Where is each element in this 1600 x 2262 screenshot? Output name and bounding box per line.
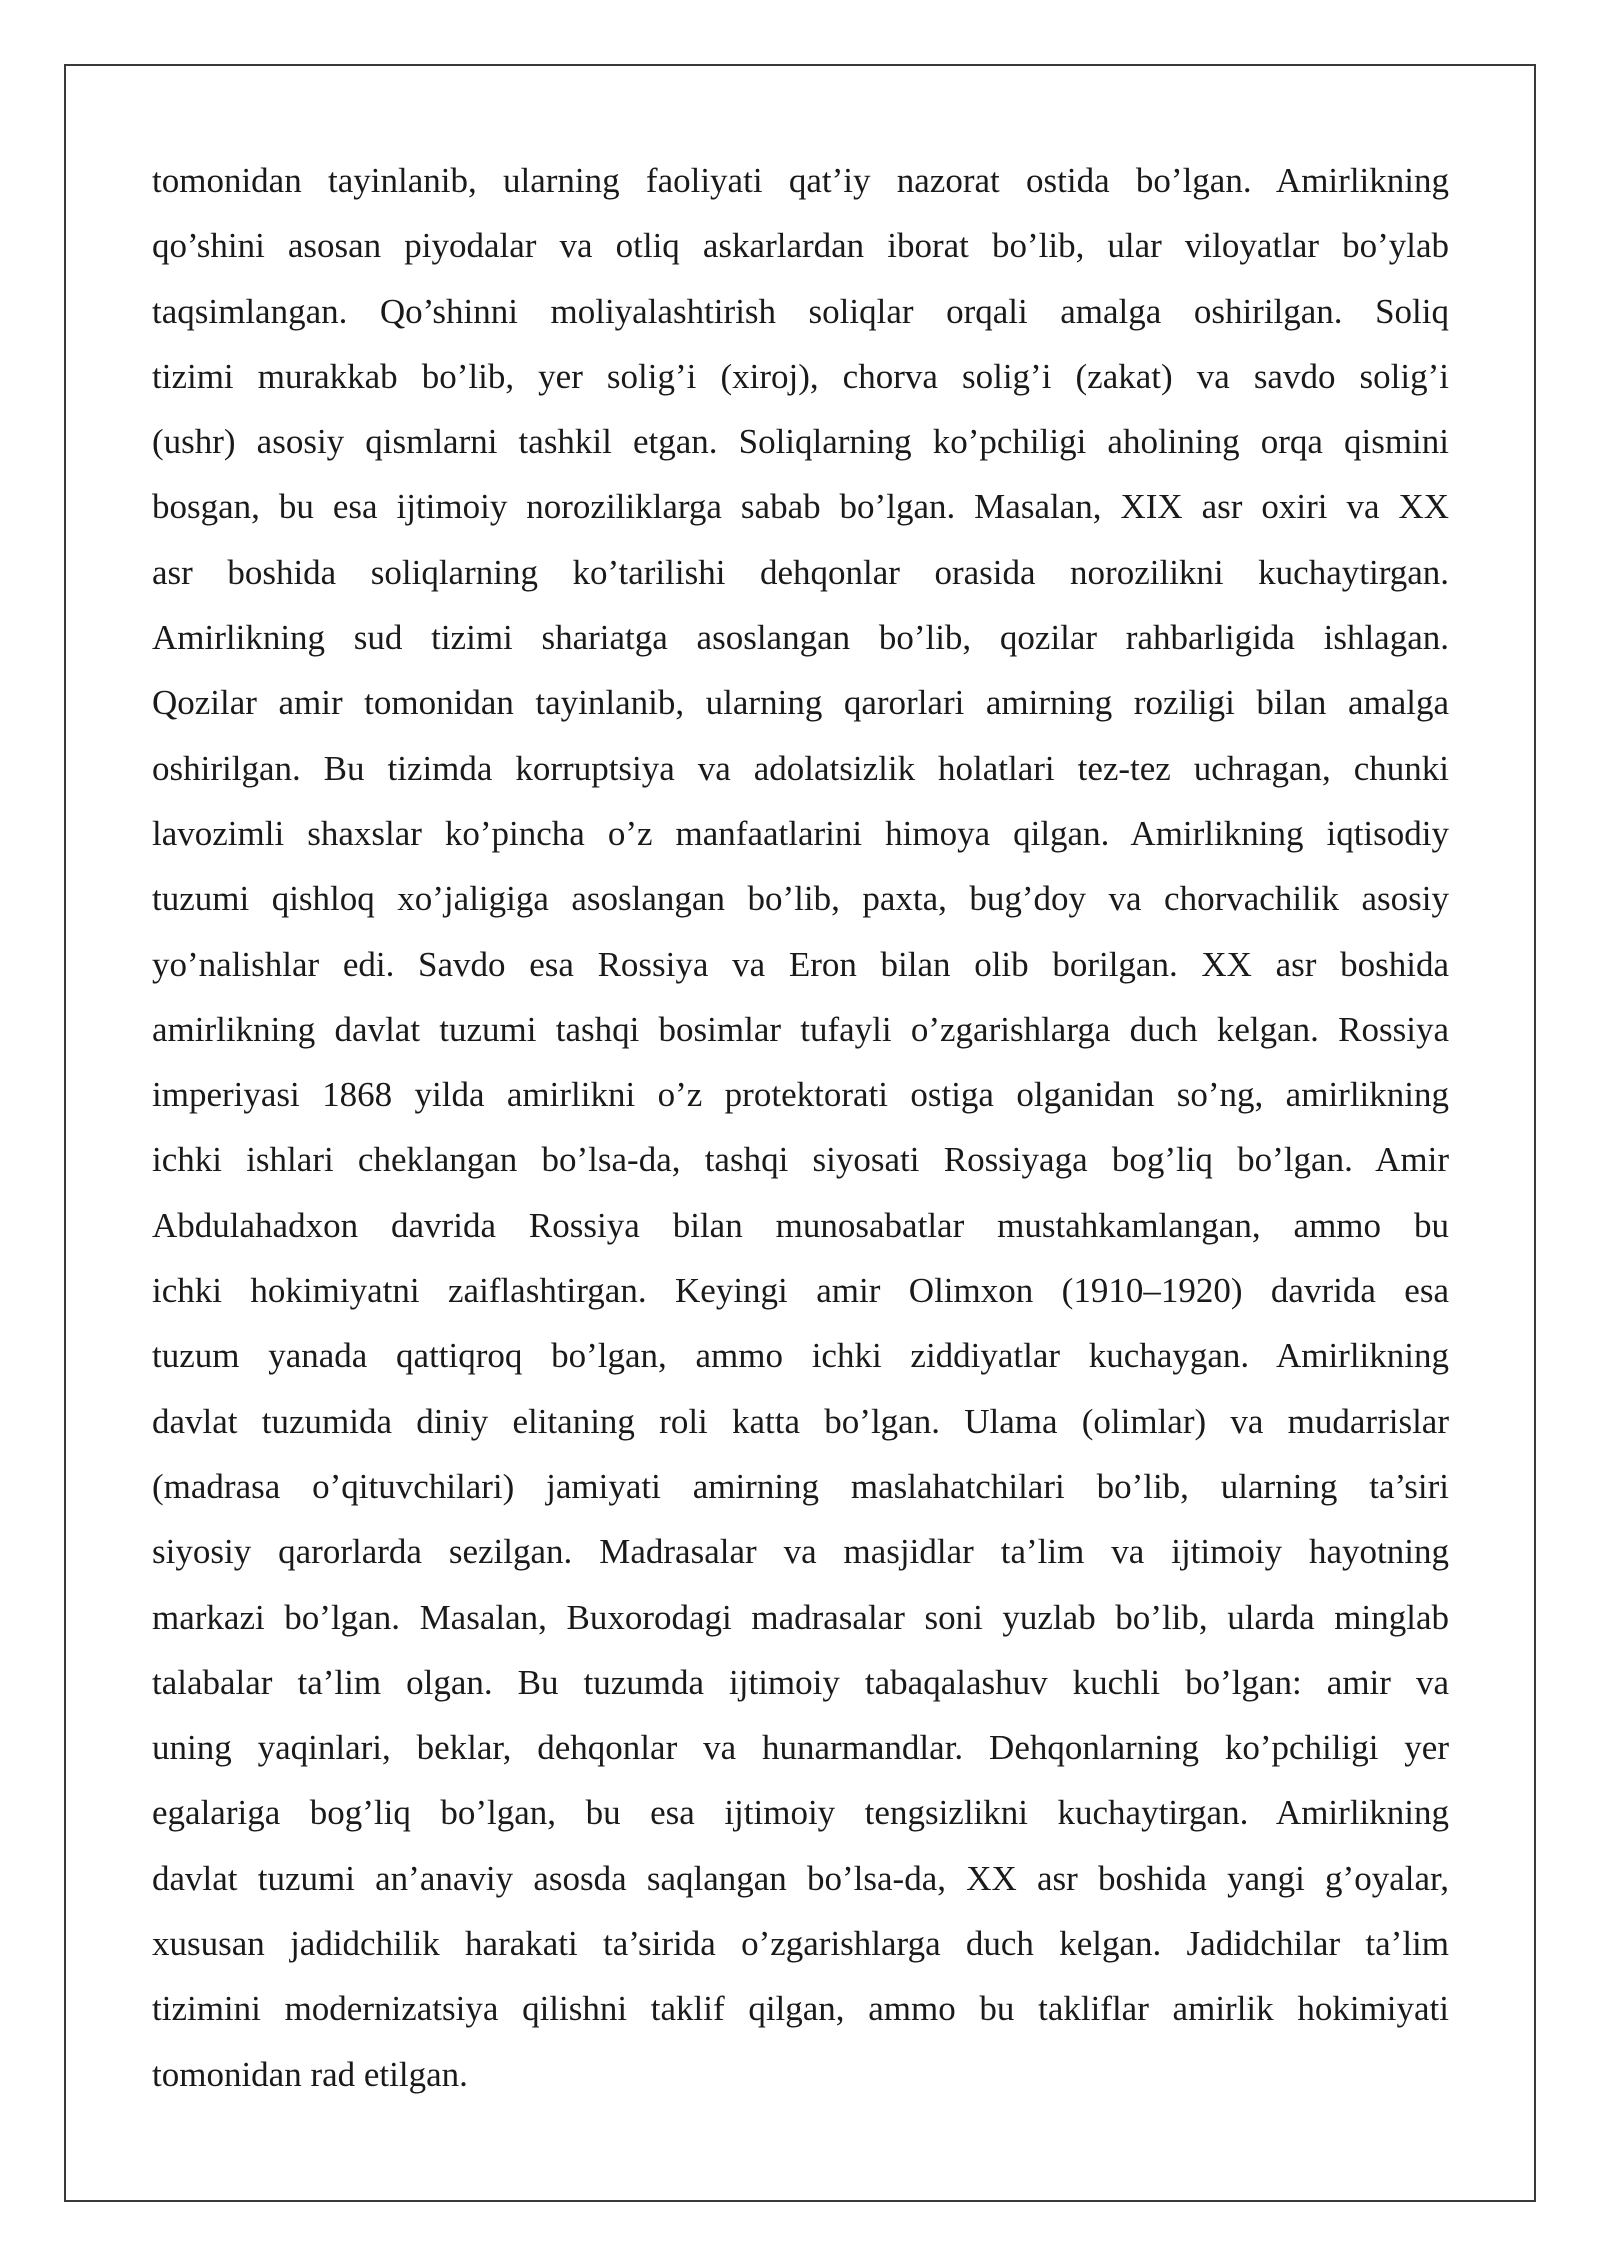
text-line: xususan jadidchilik harakati ta’sirida o’zgarishlarga duch kelgan. Jadidchilar ta’lim bbox=[152, 1924, 1449, 1964]
text-line: siyosiy qarorlarda sezilgan. Madrasalar va masjidlar ta’lim va ijtimoiy hayotning bbox=[152, 1532, 1449, 1572]
text-line: lavozimli shaxslar ko’pincha o’z manfaatlarini himoya qilgan. Amirlikning iqtisodiy bbox=[152, 813, 1449, 853]
text-line: Abdulahadxon davrida Rossiya bilan munosabatlar mustahkamlangan, ammo bu bbox=[152, 1205, 1449, 1245]
text-line: bosgan, bu esa ijtimoiy noroziliklarga sabab bo’lgan. Masalan, XIX asr oxiri va XX bbox=[152, 487, 1449, 527]
text-line: Amirlikning sud tizimi shariatga asoslangan bo’lib, qozilar rahbarligida ishlagan. bbox=[152, 618, 1449, 658]
text-line: (ushr) asosiy qismlarni tashkil etgan. Soliqlarning ko’pchiligi aholining orqa qismini bbox=[152, 422, 1449, 462]
text-line: ichki hokimiyatni zaiflashtirgan. Keyingi amir Olimxon (1910–1920) davrida esa bbox=[152, 1271, 1449, 1311]
text-line: oshirilgan. Bu tizimda korruptsiya va adolatsizlik holatlari tez-tez uchragan, chunki bbox=[152, 748, 1449, 788]
text-line: tuzum yanada qattiqroq bo’lgan, ammo ichki ziddiyatlar kuchaygan. Amirlikning bbox=[152, 1336, 1449, 1376]
text-line: Qozilar amir tomonidan tayinlanib, ularning qarorlari amirning roziligi bilan amalga bbox=[152, 683, 1449, 723]
text-line: ichki ishlari cheklangan bo’lsa-da, tashqi siyosati Rossiyaga bog’liq bo’lgan. Amir bbox=[152, 1140, 1449, 1180]
text-line: talabalar ta’lim olgan. Bu tuzumda ijtimoiy tabaqalashuv kuchli bo’lgan: amir va bbox=[152, 1662, 1449, 1702]
text-line: taqsimlangan. Qo’shinni moliyalashtirish soliqlar orqali amalga oshirilgan. Soliq bbox=[152, 291, 1449, 331]
text-line: tuzumi qishloq xo’jaligiga asoslangan bo’lib, paxta, bug’doy va chorvachilik asosiy bbox=[152, 879, 1449, 919]
text-line: markazi bo’lgan. Masalan, Buxorodagi madrasalar soni yuzlab bo’lib, ularda minglab bbox=[152, 1597, 1449, 1637]
text-line: davlat tuzumi an’anaviy asosda saqlangan bo’lsa-da, XX asr boshida yangi g’oyalar, bbox=[152, 1858, 1449, 1898]
text-line: tomonidan tayinlanib, ularning faoliyati qat’iy nazorat ostida bo’lgan. Amirlikning bbox=[152, 161, 1449, 200]
text-line: tizimi murakkab bo’lib, yer solig’i (xiroj), chorva solig’i (zakat) va savdo solig’i bbox=[152, 356, 1449, 396]
text-line: (madrasa o’qituvchilari) jamiyati amirning maslahatchilari bo’lib, ularning ta’siri bbox=[152, 1466, 1449, 1506]
text-line: davlat tuzumida diniy elitaning roli katta bo’lgan. Ulama (olimlar) va mudarrislar bbox=[152, 1401, 1449, 1441]
text-line: yo’nalishlar edi. Savdo esa Rossiya va Eron bilan olib borilgan. XX asr boshida bbox=[152, 944, 1449, 984]
text-line: egalariga bog’liq bo’lgan, bu esa ijtimoiy tengsizlikni kuchaytirgan. Amirlikning bbox=[152, 1793, 1449, 1833]
body-paragraph bbox=[152, 148, 1449, 2107]
text-line: qo’shini asosan piyodalar va otliq askarlardan iborat bo’lib, ular viloyatlar bo’ylab bbox=[152, 226, 1449, 266]
text-line: tizimini modernizatsiya qilishni taklif qilgan, ammo bu takliflar amirlik hokimiyati bbox=[152, 1989, 1449, 2029]
text-line: amirlikning davlat tuzumi tashqi bosimlar tufayli o’zgarishlarga duch kelgan. Rossiya bbox=[152, 1009, 1449, 1049]
text-line: asr boshida soliqlarning ko’tarilishi dehqonlar orasida norozilikni kuchaytirgan. bbox=[152, 552, 1449, 592]
text-line: tomonidan rad etilgan. bbox=[152, 2054, 468, 2094]
text-line: imperiyasi 1868 yilda amirlikni o’z protektorati ostiga olganidan so’ng, amirlikning bbox=[152, 1075, 1449, 1115]
text-line: uning yaqinlari, beklar, dehqonlar va hunarmandlar. Dehqonlarning ko’pchiligi yer bbox=[152, 1728, 1449, 1768]
